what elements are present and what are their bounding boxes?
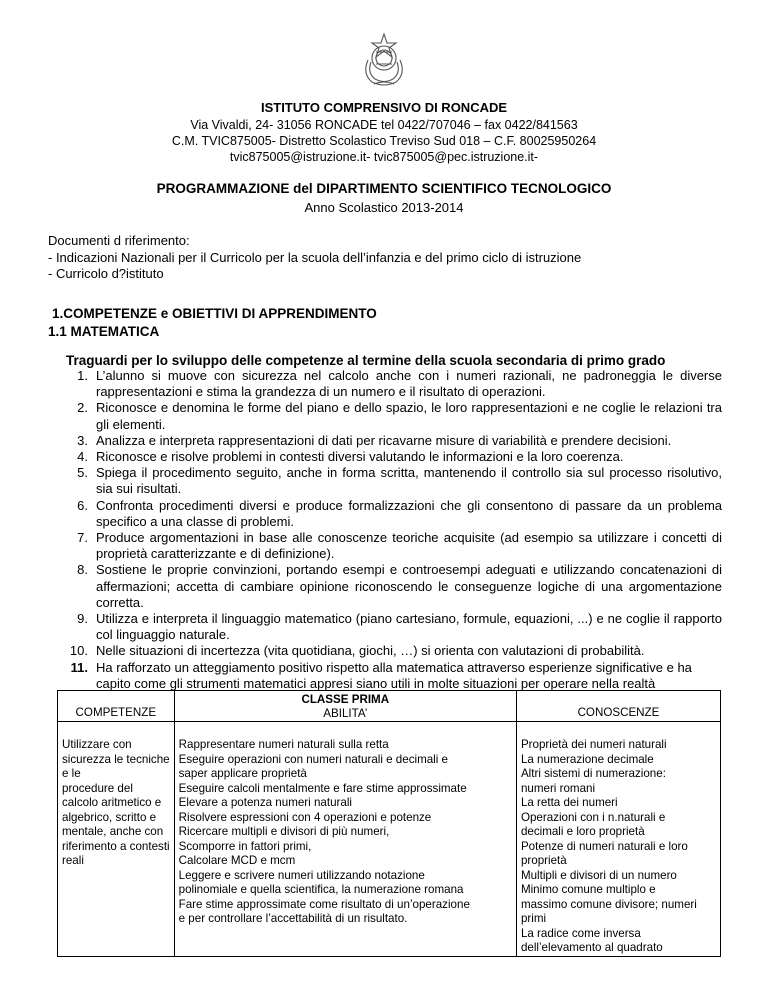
cell-line: reali [62, 854, 84, 867]
traguardi-title: Traguardi per lo sviluppo delle competenze al termine della scuola secondaria di primo grado [66, 353, 666, 368]
cell-line: Utilizzare con [62, 738, 132, 751]
cell-line: proprietà [520, 854, 567, 867]
cell-line: algebrico, scritto e [62, 810, 157, 824]
document-item: - Curricolo d?istituto [48, 266, 164, 281]
cell-line: Eseguire calcoli mentalmente e fare stime approssimate [178, 781, 467, 795]
cell-line: Rappresentare numeri naturali sulla retta [178, 738, 389, 751]
email-line[interactable]: tvic875005@istruzione.it- tvic875005@pec.istruzione.it- [229, 150, 539, 164]
address-line: C.M. TVIC875005- Distretto Scolastico Treviso Sud 018 – C.F. 80025950264 [171, 134, 597, 148]
curriculum-table [57, 690, 721, 957]
cell-line: Leggere e scrivere numeri utilizzando notazione [178, 868, 425, 882]
cell-line: numeri romani [520, 781, 596, 795]
list-item: 3. Analizza e interpreta rappresentazioni di dati per ricavarne misure di variabilità e prendere decisioni. [77, 432, 672, 448]
program-title: PROGRAMMAZIONE del DIPARTIMENTO SCIENTIFICO TECNOLOGICO [156, 181, 612, 196]
italian-republic-emblem-icon [358, 30, 410, 88]
cell-line: e le [62, 767, 81, 780]
competenze-cell [58, 722, 175, 957]
list-item: 10. Nelle situazioni di incertezza (vita quotidiana, giochi, …) si orienta con valutazioni di probabilità. [69, 643, 645, 659]
list-item: 9. Utilizza e interpreta il linguaggio matematico (piano cartesiano, formule, equazioni, ...) e ne coglie il rapporto col linguaggio naturale. [77, 611, 722, 643]
list-item: 5. Spiega il procedimento seguito, anche in forma scritta, mantenendo il controllo sia sul processo risolutivo, sia sui risultati. [77, 465, 722, 497]
cell-line: Operazioni con i n.naturali e [520, 810, 666, 824]
traguardi-list [66, 368, 722, 692]
document-item: - Indicazioni Nazionali per il Curricolo per la scuola dell’infanzia e del primo ciclo di istruzione [48, 249, 582, 265]
school-name: ISTITUTO COMPRENSIVO DI RONCADE [260, 100, 508, 115]
conoscenze-cell [516, 722, 720, 957]
cell-line: Multipli e divisori di un numero [520, 868, 677, 882]
cell-line: sicurezza le tecniche [62, 752, 170, 766]
school-year: Anno Scolastico 2013-2014 [304, 200, 464, 215]
cell-line: Minimo comune multiplo e [520, 883, 656, 896]
list-item: 2. Riconosce e denomina le forme del piano e dello spazio, le loro rappresentazioni e ne coglie le relazioni tra gli elementi. [77, 400, 722, 432]
cell-line: La retta dei numeri [520, 796, 618, 809]
cell-line: La numerazione decimale [520, 752, 654, 766]
cell-line: dell’elevamento al quadrato [520, 941, 663, 954]
abilita-cell [174, 722, 516, 957]
school-address [0, 117, 768, 165]
reference-documents [48, 233, 581, 283]
cell-line: Calcolare MCD e mcm [178, 854, 296, 867]
section-heading: 1.COMPETENZE e OBIETTIVI DI APPRENDIMENTO [52, 306, 377, 321]
cell-line: e per controllare l’accettabilità di un risultato. [178, 912, 408, 925]
cell-line: Potenze di numeri naturali e loro [520, 839, 688, 853]
subsection-heading: 1.1 MATEMATICA [48, 324, 160, 339]
list-item: 6. Confronta procedimenti diversi e produce formalizzazioni che gli consentono di passare da un problema specifico a una classe di problemi. [77, 497, 722, 529]
cell-line: Elevare a potenza numeri naturali [178, 796, 352, 809]
cell-line: Eseguire operazioni con numeri naturali e decimali e [178, 752, 449, 766]
cell-line: Scomporre in fattori primi, [178, 839, 312, 853]
cell-line: La radice come inversa [520, 926, 641, 940]
cell-line: Ricercare multipli e divisori di più numeri, [178, 825, 390, 838]
cell-line: polinomiale e quella scientifica, la numerazione romana [178, 883, 464, 896]
cell-line: Fare stime approssimate come risultato di un’operazione [178, 897, 470, 911]
classe-title: CLASSE PRIMA [301, 693, 390, 706]
cell-line: calcolo aritmetico e [62, 796, 162, 809]
header-classe [174, 691, 516, 722]
list-item: 11. Ha rafforzato un atteggiamento positivo rispetto alla matematica attraverso esperienze significative e ha capito come gli strumenti matematici appresi siano utili in molte situazioni per operare nella realtà [70, 659, 692, 691]
list-item: 4. Riconosce e risolve problemi in contesti diversi valutando le informazioni e la loro coerenza. [77, 449, 624, 465]
cell-line: decimali e loro proprietà [520, 825, 645, 838]
cell-line: saper applicare proprietà [178, 767, 307, 780]
cell-line: mentale, anche con [62, 825, 164, 838]
list-item: 7. Produce argomentazioni in base alle conoscenze teoriche acquisite (ad esempio sa utilizzare i concetti di proprietà caratterizzante e di definizione). [77, 530, 722, 562]
header-conoscenze: CONOSCENZE [516, 691, 720, 722]
cell-line: massimo comune divisore; numeri [520, 897, 697, 911]
cell-line: Proprietà dei numeri naturali [520, 738, 667, 751]
cell-line: Risolvere espressioni con 4 operazioni e potenze [178, 810, 432, 824]
cell-line: procedure del [62, 781, 133, 795]
header-abilita: ABILITA’ [323, 706, 368, 720]
address-line: Via Vivaldi, 24- 31056 RONCADE tel 0422/707046 – fax 0422/841563 [190, 118, 578, 132]
cell-line: Altri sistemi di numerazione: [520, 767, 666, 780]
list-item: 8. Sostiene le proprie convinzioni, portando esempi e controesempi adeguati e utilizzando concatenazioni di affermazioni; accetta di cambiare opinione riconoscendo le conseguenze logiche di una argomentazione corretta. [77, 562, 722, 610]
list-item: 1. L’alunno si muove con sicurezza nel calcolo anche con i numeri razionali, ne padroneggia le diverse rappresentazioni e stima la grandezza di un numero e il risultato di operazioni. [77, 368, 722, 400]
header-competenze: COMPETENZE [58, 691, 175, 722]
cell-line: primi [520, 912, 547, 925]
documents-title: Documenti d riferimento: [48, 233, 190, 248]
cell-line: riferimento a contesti [62, 839, 170, 853]
